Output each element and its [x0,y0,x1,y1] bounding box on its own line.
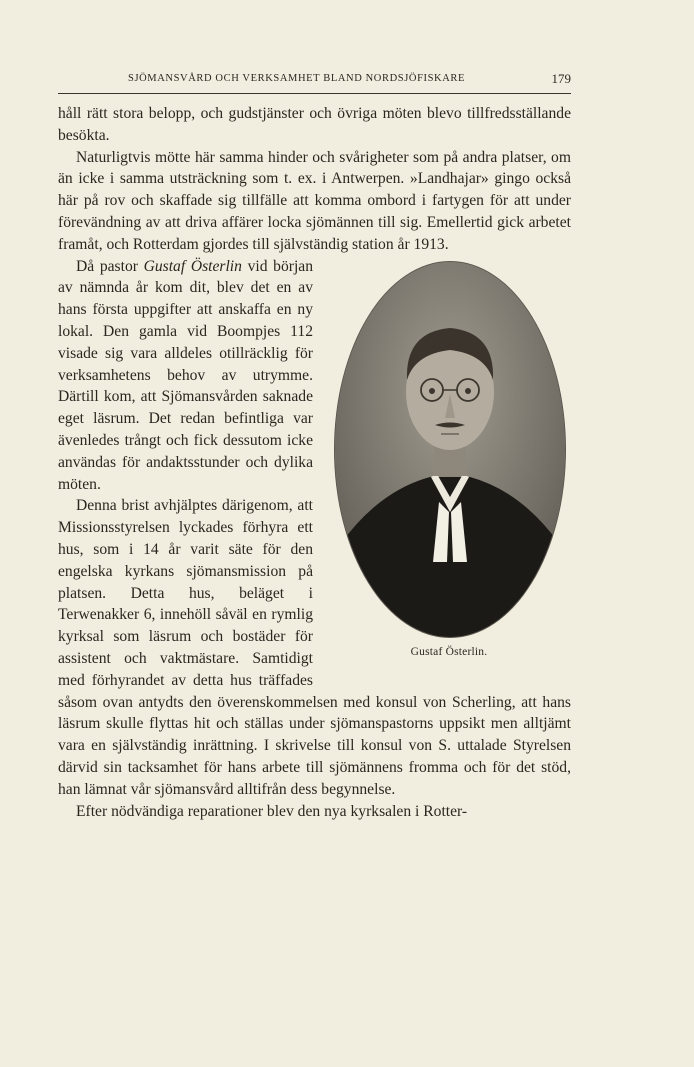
paragraph-5: Efter nödvändiga reparationer blev den nya kyrksalen i Rotter- [76,802,468,820]
portrait-illustration [335,262,565,637]
paragraph-1: håll rätt stora belopp, och gudstjänster och övriga möten blevo tillfredsställande besökta. [58,105,571,144]
header-rule [58,93,571,94]
paragraph-3-part-1: Då pastor [76,257,144,275]
figure-caption: Gustaf Österlin. [410,645,488,658]
portrait-figure [327,256,571,676]
paragraph-4: Denna brist avhjälptes därigenom, att Missionsstyrelsen lyckades förhyra ett hus, som i 14 år varit säte för den engelska kyrkans sjömansmission på platsen. Detta hus, beläget i Terwenakker 6, innehöll såväl en rymlig kyrksal som läsrum och bostäder för assistent och vaktmästare. Samtidigt med förhyrandet av detta hus träffades såsom ovan antydts den överenskommelsen med konsul von Scherling, att hans läsrum skulle flyttas hit och ställas under sjömanspastorns uppsikt men alltjämt vara en självständig inrättning. I skrivelse till konsul von S. uttalade Styrelsen därvid sin tacksamhet för hans arbete till sjömännens fromma och för det stöd, han lämnat vår sjömansvård alltifrån dess begynnelse. [58,497,571,798]
paragraph-3-part-2: vid början av nämnda år kom dit, blev det en av hans första uppgifter att anskaffa en ny lokal. Den gamla vid Boompjes 112 visade sig vara alldeles otillräcklig för verksamhetens behov av utrymme. Därtill kom, att Sjömansvården saknade eget läsrum. Det redan befintliga var ävenledes trångt och fick dessutom icke användas för andaktsstunder och dylika möten. [58,257,314,493]
paragraph-2-part-1: Naturligtvis mötte här samma hinder och svårigheter som på andra platser, om än icke i samma utsträckning som t. ex. i Antwerpen. »Landhajar» gingo också här på rov och skaffade sig tillfälle att komma ombord i fartygen för att under förevändning av att driva affärer locka sjömännen till sig. Emellertid gick arbetet framåt, och Rotterdam gjordes till självständig station år 1913. [58,148,571,253]
paragraph-2 [58,147,571,256]
running-title: SJÖMANSVÅRD OCH VERKSAMHET BLAND NORDSJÖFISKARE [128,73,466,84]
person-name: Gustaf Österlin [143,257,242,275]
portrait-photo [334,261,566,638]
running-head [58,73,571,89]
body-text [58,103,571,822]
page-number: 179 [551,71,571,86]
